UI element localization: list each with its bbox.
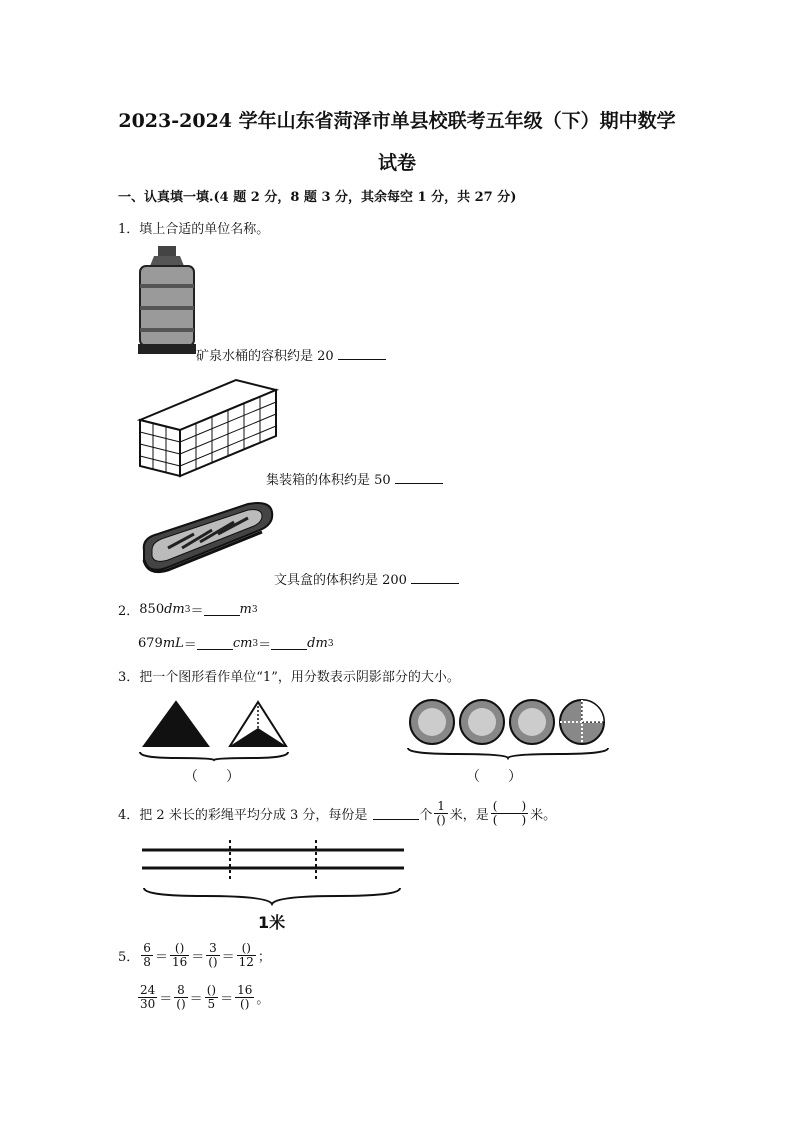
question-4: 4． 把 2 米长的彩绳平均分成 3 分，每份是 个 $\frac{1}{()}$ 米，是 $\frac{( )}{( )}$ 米。	[118, 799, 557, 827]
question-5-line-1: 5． $\frac{6}{8}$ ＝ $\frac{()}{16}$ ＝ $\frac{3}{()}$ ＝ $\frac{()}{12}$ ；	[118, 941, 271, 969]
rope-figure	[138, 836, 408, 908]
water-bottle-image	[136, 244, 198, 356]
answer-blank[interactable]	[271, 637, 307, 650]
question-3	[118, 666, 460, 685]
question-1	[118, 218, 269, 237]
question-number: 5．	[118, 950, 140, 965]
rope-label: 1米	[258, 913, 286, 932]
question-5-line-2: $\frac{24}{30}$ ＝ $\frac{8}{()}$ ＝ $\frac{()}{5}$ ＝ $\frac{16}{()}$ 。	[140, 983, 270, 1011]
answer-paren-triangles[interactable]: （ ）	[184, 769, 240, 785]
q1-item-3: 文具盒的体积约是 200	[274, 569, 459, 588]
triangles-figure	[136, 694, 296, 762]
fraction: $\frac{1}{()}$	[436, 799, 446, 827]
shipping-container-image	[136, 372, 280, 480]
answer-blank[interactable]	[204, 603, 240, 616]
page-title-line2: 试卷	[377, 152, 416, 174]
question-number: 2．	[118, 604, 140, 619]
answer-blank[interactable]	[338, 347, 386, 360]
page-title: 2023-2024 学年山东省菏泽市单县校联考五年级（下）期中数学	[118, 110, 676, 132]
circles-figure	[404, 696, 616, 762]
answer-paren-circles[interactable]: （ ）	[466, 769, 522, 785]
question-prompt: 填上合适的单位名称。	[139, 222, 270, 237]
question-2-line-2: 679 mL ＝ cm 3 ＝ dm 3	[138, 636, 334, 653]
question-prompt: 把一个图形看作单位“1”，用分数表示阴影部分的大小。	[139, 670, 460, 685]
q1-item-1: 矿泉水桶的容积约是 20	[196, 345, 386, 364]
fraction-answer: $\frac{( )}{( )}$	[492, 799, 527, 827]
question-number: 4．	[118, 808, 140, 823]
answer-blank[interactable]	[197, 637, 233, 650]
answer-blank[interactable]	[411, 571, 459, 584]
question-number: 3．	[118, 670, 140, 685]
answer-blank[interactable]	[395, 471, 443, 484]
section-heading: 一、认真填一填.(4 题 2 分，8 题 3 分，其余每空 1 分，共 27 分)	[118, 190, 517, 205]
q1-item-2: 集装箱的体积约是 50	[266, 469, 443, 488]
question-number: 1．	[118, 222, 140, 237]
answer-blank[interactable]	[373, 807, 419, 820]
pencil-case-image	[138, 498, 278, 578]
question-2-line-1: 2． 850 dm 3 ＝ m 3	[118, 602, 258, 619]
